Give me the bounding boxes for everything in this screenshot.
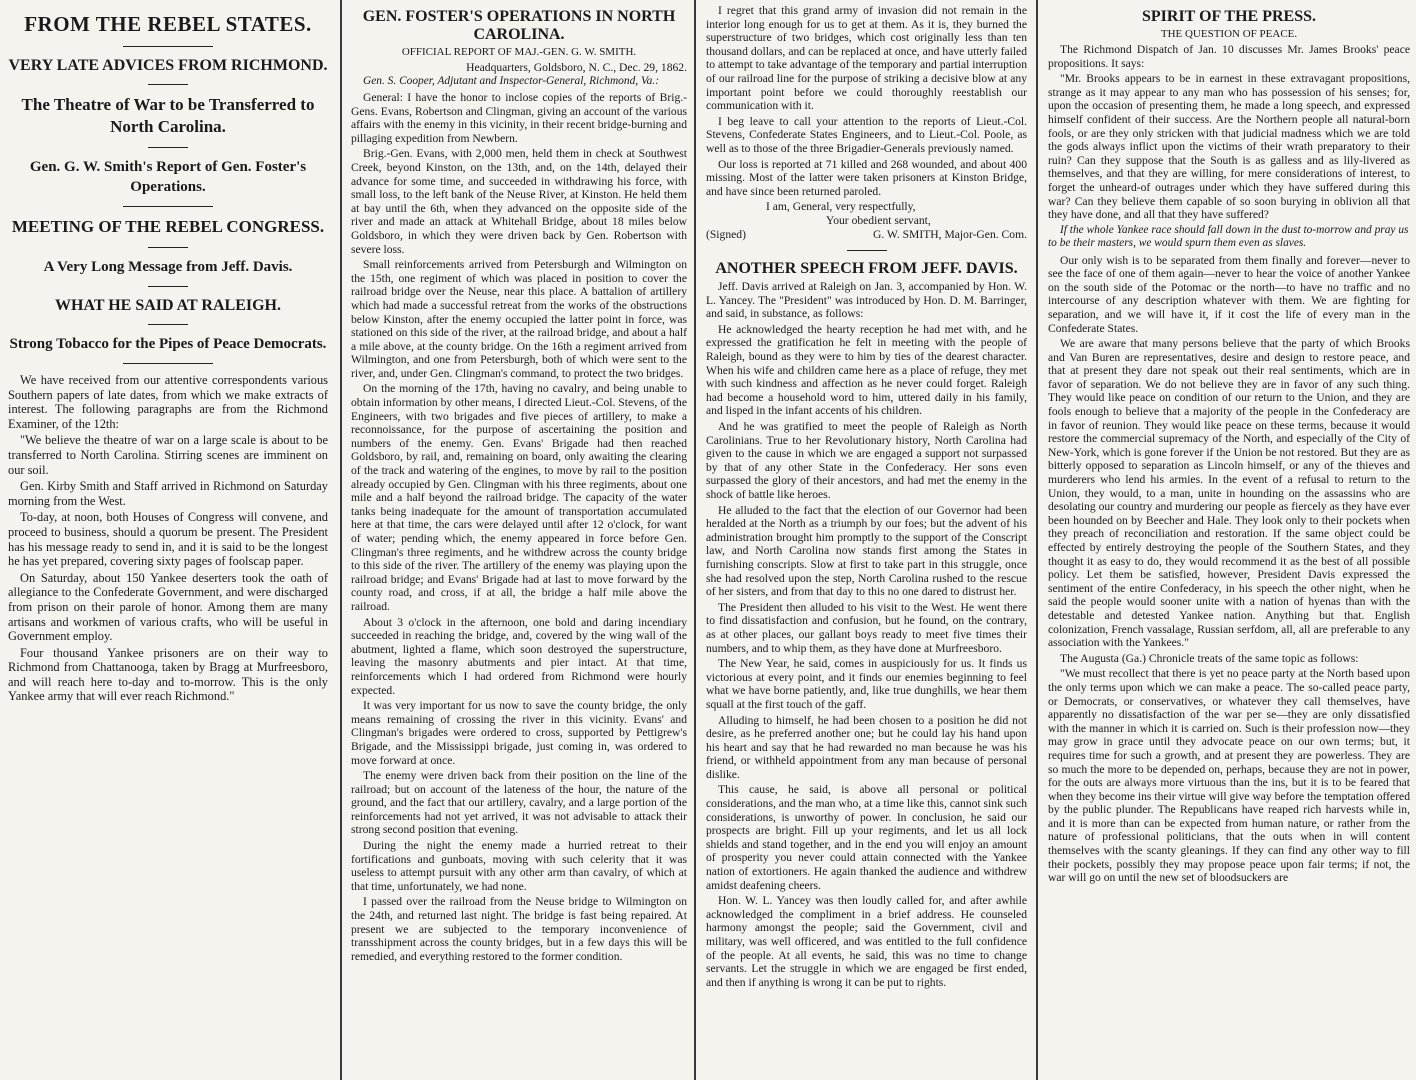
paragraph: "We believe the theatre of war on a large scale is about to be transferred to North Carolina. Stirring scenes are imminent on our soil. [8,433,328,477]
article-body [1048,254,1410,885]
headline-separator [847,250,887,251]
paragraph: Small reinforcements arrived from Petersburgh and Wilmington on the 15th, one regiment of which was placed in position to cover the railroad bridge over the Neuse, near this place. A battalion of artillery which had made a successful retreat from the works of the obstructions below Kinston, after the enemy occupied the latter point in force, was stationed on this side of the river, at the railroad bridge, and about a half a mile above, at the county bridge. On the 16th a regiment arrived from Wilmington, and one from Petersburgh, both of which were sent to the river, and, under Gen. Clingman's command, to protect the two bridges. [351,258,687,380]
paragraph: He alluded to the fact that the election of our Governor had been heralded at the North as a triumph by our foes; but the advent of his administration brought him promptly to the support of the Conscript law, and North Carolina now stands first among the States in furnishing conscripts. Slow at first to take part in this struggle, once she had resolved upon the step, North Carolina rushed to the rescue of her sisters, and from that day to this no one dared to distrust her. [706,503,1027,599]
paragraph: I beg leave to call your attention to the reports of Lieut.-Col. Stevens, Confederate States Engineers, and to Lieut.-Col. Poole, as well as to those of the three Brigadier-Generals previously named. [706,114,1027,155]
paragraph: Jeff. Davis arrived at Raleigh on Jan. 3, accompanied by Hon. W. L. Yancey. The "President" was introduced by Hon. D. M. Barringer, and said, in substance, as follows: [706,280,1027,321]
closing-line: Your obedient servant, [826,213,931,227]
headline-separator [148,286,188,287]
paragraph: This cause, he said, is above all personal or political considerations, and the man who, at a time like this, cannot sink such considerations, is unworthy of power. In conclusion, he said our prospects are bright. Fill up your regiments, and let us all lock shields and stand together, and in the end you will enjoy an amount of prosperity you never could attain connected with the Yankee nation of extortioners. He again thanked the audience and withdrew amidst deafening cheers. [706,783,1028,892]
article-subheading: THE QUESTION OF PEACE. [1160,28,1298,40]
paragraph: The enemy were driven back from their position on the line of the railroad; but on account of the lateness of the hour, the nature of the ground, and the fact that our artillery, cavalry, and a large portion of the reinforcements had not yet arrived, it was not advisable to attack their strong second position that evening. [351,769,687,837]
paragraph: To-day, at noon, both Houses of Congress will convene, and proceed to business, should a quorum be present. The President has his message ready to send in, and it is said to be the longest he has yet prepared, covering sixty pages of foolscap paper. [8,510,328,569]
headline-separator [123,363,213,364]
article-body [8,373,328,704]
paragraph: On the morning of the 17th, having no cavalry, and being unable to obtain information by other means, I directed Lieut.-Col. Stevens, of the Engineers, with two brigades and five pieces of artillery, to make a reconnoissance, for the purpose of ascertaining the position and numbers of the enemy. Gen. Evans' Brigade had then reached Goldsboro, by rail, and, remaining on board, only awaiting the clearing of the track and watering of the engines, to move by rail to the position already occupied by Gen. Clingman with his three regiments, about one mile and a half beyond the railroad bridge. The capacity of the water tanks being inadequate for the amount of transportation accumulated here at that time, the cars were delayed until after 12 o'clock, for want of water; pending which, the enemy appeared in force before Gen. Clingman's three regiments, and he withdrew across the county bridge to this side of the river. The artillery of the enemy was playing upon the railroad bridge; and Evans' Brigade had at last to move forward by the county road, and cross, if at all, the bridge a half mile above the railroad. [351,382,687,613]
paragraph: On Saturday, about 150 Yankee deserters took the oath of allegiance to the Confederate Government, and were discharged from prison on their parole of honor. Among them are many artisans and workmen of various crafts, who will be useful in Government employ. [8,570,328,644]
headline-separator [148,247,188,248]
headline-separator [148,324,188,325]
signed-label: (Signed) [706,227,746,241]
closing-line: I am, General, very respectfully, [766,200,916,214]
paragraph: Our loss is reported at 71 killed and 268 wounded, and about 400 missing. Most of the latter were taken prisoners at Kinston Bridge, and have since been returned paroled. [706,157,1027,198]
paragraph: "We must recollect that there is yet no peace party at the North based upon the only terms upon which we can make a peace. The so-called peace party, or Democrats, or conservatives, or whatever they call themselves, have apparently no dissatisfaction of the war per se—they are only dissatisfied with the manner in which it is carried on. Such is their profession now—they may grow in grace until they advocate peace on our own terms; but, it requires time for such a growth, and at present they are powerless. They are so much the more to be depended on, perhaps, because they are not in power, for the outs are always more virtuous than the ins, but it is to be feared that when they become ins their virtue will give way before the temptation offered by the public plunder. The Republicans have reaped rich harvests while in, and it is more than can be expected from human nature, or rather from the nature of professional politicians, that the outs when in will content themselves with the scanty gleanings. If they can find any other way to fill their pockets, possibly they may propose peace upon fair terms; if not, the war will go on until the new set of bloodsuckers are [1048,667,1410,885]
headline: MEETING OF THE REBEL CONGRESS. [11,217,325,236]
article-body [706,4,1027,198]
article-subheading: OFFICIAL REPORT OF MAJ.-GEN. G. W. SMITH. [401,46,637,58]
headline: VERY LATE ADVICES FROM RICHMOND. [8,57,328,74]
signature-line [706,228,1027,242]
paragraph: He acknowledged the hearty reception he had met with, and he expressed the gratification he felt in meeting with the people of Raleigh, bound as they were to him by ties of the dearest character. When his wife and children came here as a place of refuge, they met with such kindness and affection as he never could forget. Raleigh had become a household word to him, uttered daily in his family, and lisped in the infant accents of his children. [706,322,1027,418]
paragraph: We are aware that many persons believe that the party of which Brooks and Van Buren are representatives, desire and design to restore peace, and that at present they dare not speak out their real sentiments, which are in favor of separation. We do not believe they are in favor of any such thing. They would like peace on condition of our return to the Union, and they are fools enough to believe that a majority of the people in the Confederacy are in favor of reunion. They would like peace on these terms, because it would restore the commercial supremacy of the North, and especially of the City of New-York, which is gone forever if the Union be not restored. But they are as bitterly opposed to separation as Lincoln himself, or any of the thieves and murderers who lend his armies. In the event of a refusal to return to the Union, they would, to a man, unite in hounding on the assassins who are desolating our country and murdering our people as fiercely as they have ever been hounded on by Beecher and Hale. They look only to their pockets when they preach of reconciliation and restoration. If the same object could be effected by entirely destroying the people of the Southern States, and they thought it as easy to do, they would recommend it as the best of all possible policy. Let them be satisfied, however, President Davis expressed the sentiment of the entire Confederacy, in his speech the other night, when he said the people would sooner unite with a nation of hyenas than with the detestable and detested Yankee nation. Anything but that. English colonization, French vassalage, Russian serfdom, all, all are preferable to any association with the Yankees." [1048,337,1410,650]
headline-separator [123,46,213,47]
article-heading: SPIRIT OF THE PRESS. [1142,8,1316,25]
paragraph: Four thousand Yankee prisoners are on their way to Richmond from Chattanooga, taken by Bragg at Murfreesboro, and will reach here to-day and to-morrow. This is the only Yankee army that will ever reach Richmond." [8,645,328,704]
dateline: Headquarters, Goldsboro, N. C., Dec. 29, 1862. [466,61,687,74]
article-heading: GEN. FOSTER'S OPERATIONS IN NORTH CAROLINA. [362,8,676,43]
column-spirit-of-press [1040,0,1416,1080]
main-title: FROM THE REBEL STATES. [24,12,312,36]
paragraph: I regret that this grand army of invasion did not remain in the interior long enough for us to get at them. As it is, they burned the superstructure of two bridges, which cost originally less than ten thousand dollars, and can be replaced at once, and have utterly failed to attempt to take advantage of the temporary and partial interruption of our railroad line for the purpose of striking a decisive blow at any important point before we could thoroughly reestablish our communication with it. [706,4,1027,113]
paragraph: The President then alluded to his visit to the West. He went there to find dissatisfaction and confusion, but he found, on the contrary, as at other places, our gallant boys ready to meet five times their numbers, and to whip them, as they have done at Murfreesboro. [706,600,1027,655]
article-body [1048,43,1410,222]
paragraph: The New Year, he said, comes in auspiciously for us. It finds us victorious at every point, and it finds our enemies beginning to feel what we have borne patiently, and, like true dunghills, we hear them squall at the first touch of the gaff. [706,657,1027,711]
article-heading: ANOTHER SPEECH FROM JEFF. DAVIS. [715,260,1018,278]
headline-separator [148,84,188,85]
paragraph: Our only wish is to be separated from them finally and forever—never to see the face of one of them again—never to hear the voice of another Yankee on the south side of the Potomac or the north—to have no traffic and no intercourse of any description whatever with them. We are fighting for separation, and we will have it, if it cost the life of every man in the Confederate States. [1048,253,1410,335]
italic-passage: If the whole Yankee race should fall down in the dust to-morrow and pray us to be their masters, we would spurn them even as slaves. [1048,223,1409,250]
paragraph: It was very important for us now to save the county bridge, the only means remaining of crossing the river in this vicinity. Evans' and Clingman's brigades were ordered to cross, supported by Pettigrew's Brigade, and the Mississippi brigade, just coming in, was ordered to move forward at once. [351,699,687,767]
column-rebel-states [0,0,340,1080]
paragraph: General: I have the honor to inclose copies of the reports of Brig.-Gens. Evans, Robertson and Clingman, giving an account of the various affairs with the enemy in this vicinity, in their recent bridge-burning and pillaging expedition from Newbern. [351,91,687,145]
paragraph: "Mr. Brooks appears to be in earnest in these extravagant propositions, strange as it may appear to any man who has possession of his senses; for, upon the occasion of presenting them, he made a long speech, and expressed himself confident of their success. Are the Northern people all natural-born fools, or are they only stricken with that judicial madness which we are told the gods always inflict upon the victims of their wrath preparatory to their ruin? Can they suppose that the South is as galless and as lily-livered as themselves, and that they are willing, for mere considerations of interest, to forget the unheard-of outrages under which they have suffered during this war? Can they believe them capable of so soon burying in oblivion all that they have done, and all that they have suffered? [1048,72,1410,222]
headline: A Very Long Message from Jeff. Davis. [43,259,293,275]
paragraph: Hon. W. L. Yancey was then loudly called for, and after awhile acknowledged the compliment in a brief address. He counseled harmony amongst the people; said the Government, civil and military, was well officered, and was entitled to the full confidence of the people. At all events, he said, this was no time to change servants. Let the struggle in which we are engaged be first ended, and then if anything is wrong it can be put to rights. [706,894,1027,989]
headline-separator [148,147,188,148]
article-body [351,91,687,963]
column-davis-speech [698,0,1033,1080]
column-rule [340,0,342,1080]
paragraph: Brig.-Gen. Evans, with 2,000 men, held them in check at Southwest Creek, beyond Kinston, on the 13th, and, on the 14th, delayed their advance for some time, and succeeded in withdrawing his force, with small loss, to the left bank of the Neuse River, at Kinston. He held them at bay until the 6th, when they advanced on the opposite side of the river and made an attack at Whitehall Bridge, about 18 miles below Goldsboro, in which they were driven back by Gen. Robertson with severe loss. [351,147,687,256]
column-foster-operations [343,0,693,1080]
paragraph: The Richmond Dispatch of Jan. 10 discusses Mr. James Brooks' peace propositions. It says: [1048,43,1410,70]
paragraph: And he was gratified to meet the people of Raleigh as North Carolinians. True to her Revolutionary history, North Carolina had given to the cause in which we are engaged a support not surpassed by that of any other State in the Confederacy. Her sons even surpassed the glory of their ancestors, and had met the enemy in the shock of battle like heroes. [706,420,1027,501]
paragraph: We have received from our attentive correspondents various Southern papers of late dates, from which we make extracts of interest. The following paragraphs are from the Richmond Examiner, of the 12th: [8,373,328,431]
headline: The Theatre of War to be Transferred to North Carolina. [21,95,315,136]
paragraph: Gen. Kirby Smith and Staff arrived in Richmond on Saturday morning from the West. [8,479,328,508]
paragraph: The Augusta (Ga.) Chronicle treats of the same topic as follows: [1060,651,1359,665]
signature: G. W. SMITH, Major-Gen. Com. [872,227,1027,241]
column-rule [1036,0,1038,1080]
headline-separator [123,206,213,207]
headline: Gen. G. W. Smith's Report of Gen. Foster's Operations. [29,159,307,195]
paragraph: About 3 o'clock in the afternoon, one bold and daring incendiary succeeded in reaching the bridge, and, covered by the wing wall of the abutment, lighted a flame, which soon destroyed the superstructure, leaving the masonry abutments and pier intact. At that time, reinforcements which I had ordered from Richmond were hourly expected. [351,615,687,697]
paragraph: I passed over the railroad from the Neuse bridge to Wilmington on the 24th, and returned last night. The bridge is fast being repaired. At present we are subjected to the temporary inconvenience of transshipment across the county bridges, but in a few days this will be remedied, and everything restored to the former condition. [351,895,687,963]
article-body [706,280,1027,989]
paragraph: Alluding to himself, he had been chosen to a position he did not desire, as he preferred another one; but he could lay his hand upon his heart and say that he had rewarded no man because he was his friend, or withheld appointment from any man because of personal dislike. [706,713,1027,781]
headline: Strong Tobacco for the Pipes of Peace Democrats. [9,336,327,352]
column-rule [694,0,696,1080]
paragraph: During the night the enemy made a hurried retreat to their fortifications and gunboats, moving with such celerity that it was useless to attempt pursuit with any other arm than cavalry, of which at that time, unfortunately, we had none. [351,839,687,893]
address: Gen. S. Cooper, Adjutant and Inspector-General, Richmond, Va.: [363,74,659,87]
headline: WHAT HE SAID AT RALEIGH. [55,297,281,314]
